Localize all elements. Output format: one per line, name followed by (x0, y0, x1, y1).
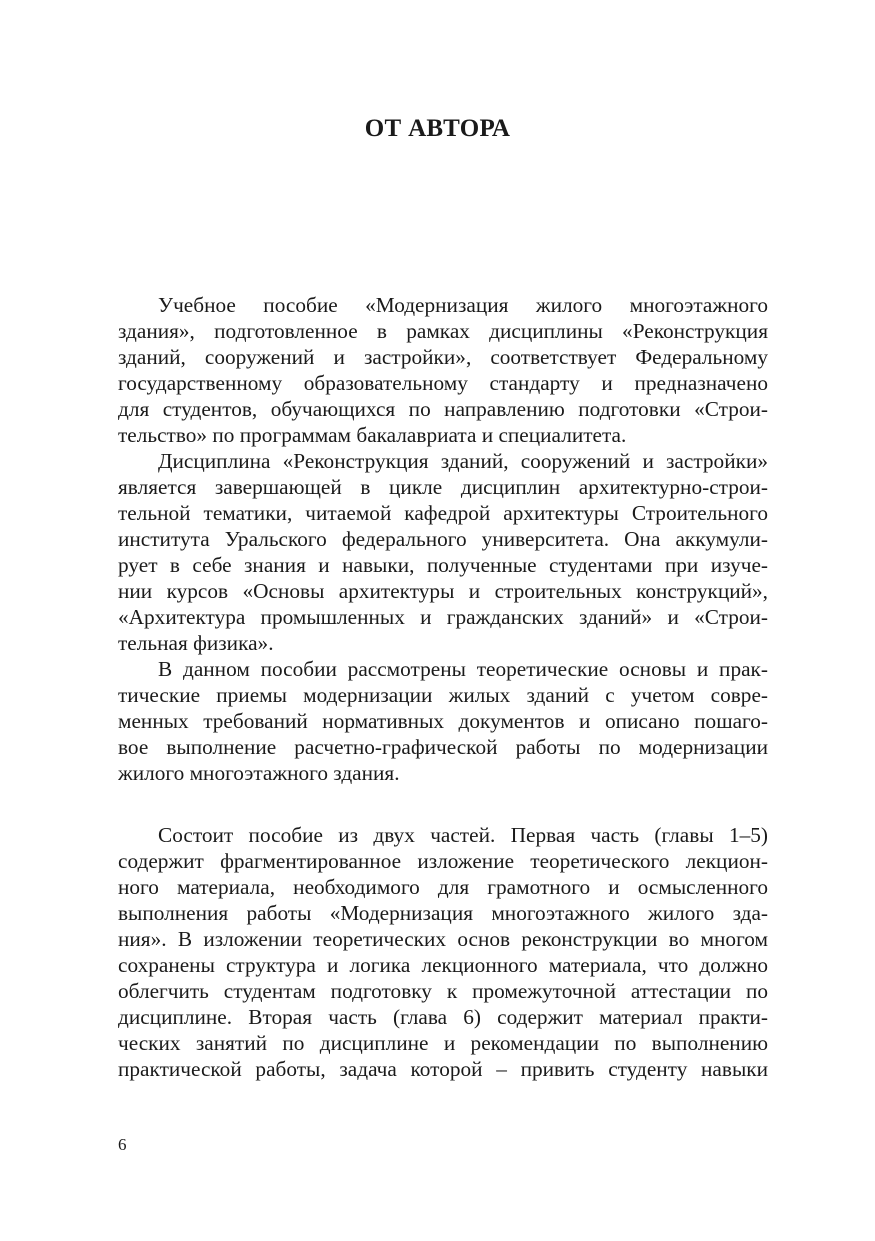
text-line: нии курсов «Основы архитектуры и строительных конструкций», (118, 579, 768, 603)
text-line: института Уральского федерального университета. Она аккумули- (118, 527, 768, 551)
text-line: содержит фрагментированное изложение теоретического лекцион- (118, 849, 768, 873)
text-line: сохранены структура и логика лекционного материала, что должно (118, 953, 768, 977)
text-line: для студентов, обучающихся по направлению подготовки «Строи- (118, 397, 768, 421)
text-line: Учебное пособие «Модернизация жилого многоэтажного (158, 293, 768, 317)
text-line: тельство» по программам бакалавриата и специалитета. (118, 423, 627, 447)
page-number: 6 (118, 1135, 127, 1154)
text-line: вое выполнение расчетно-графической работы по модернизации (118, 735, 768, 759)
text-line: выполнения работы «Модернизация многоэтажного жилого зда- (118, 901, 768, 925)
text-line: тельная физика». (118, 631, 274, 655)
text-line: тельной тематики, читаемой кафедрой архитектуры Строительного (118, 501, 768, 525)
text-line: тические приемы модернизации жилых зданий с учетом совре- (118, 683, 768, 707)
text-line: Состоит пособие из двух частей. Первая часть (главы 1–5) (158, 823, 768, 847)
text-line: менных требований нормативных документов и описано пошаго- (118, 709, 768, 733)
text-line: практической работы, задача которой – привить студенту навыки (118, 1057, 768, 1081)
text-line: жилого многоэтажного здания. (118, 761, 400, 785)
text-line: является завершающей в цикле дисциплин архитектурно-строи- (118, 475, 768, 499)
page-title: ОТ АВТОРА (364, 115, 511, 142)
text-line: государственному образовательному стандарту и предназначено (118, 371, 768, 395)
text-line: здания», подготовленное в рамках дисциплины «Реконструкция (118, 319, 768, 343)
text-line: облегчить студентам подготовку к промежуточной аттестации по (118, 979, 768, 1003)
text-line: рует в себе знания и навыки, полученные студентами при изуче- (118, 553, 768, 577)
text-line: Дисциплина «Реконструкция зданий, сооружений и застройки» (158, 449, 768, 473)
text-line: ния». В изложении теоретических основ реконструкции во многом (118, 927, 768, 951)
text-line: В данном пособии рассмотрены теоретические основы и прак- (158, 657, 768, 681)
text-line: ческих занятий по дисциплине и рекомендации по выполнению (118, 1031, 768, 1055)
text-line: зданий, сооружений и застройки», соответствует Федеральному (118, 345, 768, 369)
text-line: дисциплине. Вторая часть (глава 6) содержит материал практи- (118, 1005, 768, 1029)
text-line: «Архитектура промышленных и гражданских зданий» и «Строи- (118, 605, 768, 629)
text-line: ного материала, необходимого для грамотного и осмысленного (118, 875, 768, 899)
